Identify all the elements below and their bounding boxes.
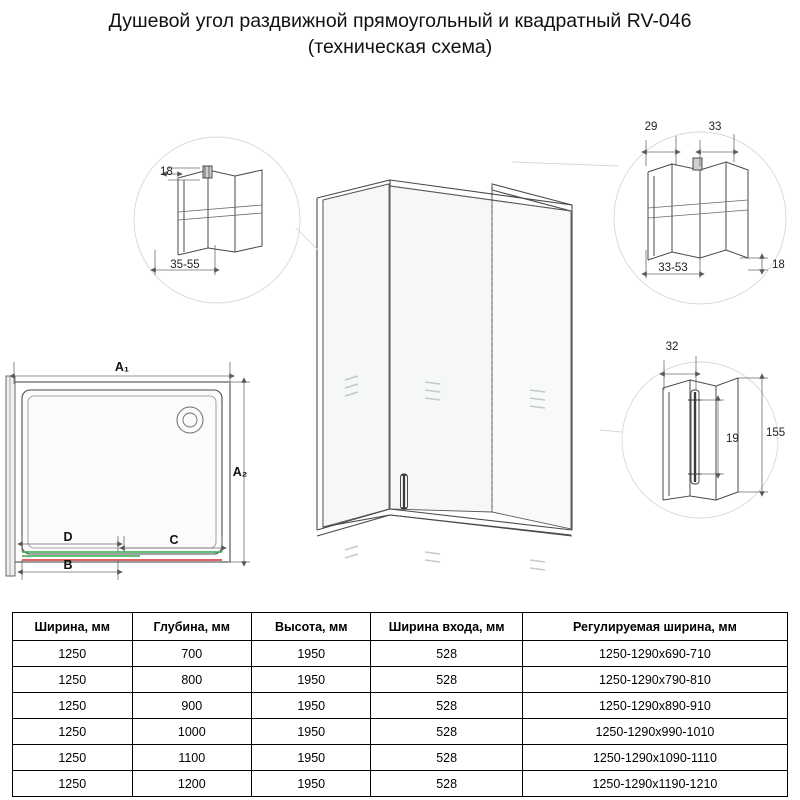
cell-adjustable: 1250-1290x1090-1110 [522, 745, 787, 771]
dim-155: 155 [766, 427, 786, 439]
header-depth: Глубина, мм [132, 613, 252, 641]
cell-depth: 1100 [132, 745, 252, 771]
dim-18-top-left: 18 [160, 166, 173, 178]
specifications-table [12, 612, 788, 797]
table-row [13, 641, 788, 667]
table-row [13, 745, 788, 771]
table-row [13, 719, 788, 745]
cell-height: 1950 [252, 693, 371, 719]
page-title-line1: Душевой угол раздвижной прямоугольный и квадратный RV-046 [108, 10, 692, 32]
table-header-row [13, 613, 788, 641]
dim-29: 29 [644, 121, 658, 133]
cell-depth: 800 [132, 667, 252, 693]
header-entrance-width: Ширина входа, мм [371, 613, 522, 641]
cell-height: 1950 [252, 771, 371, 797]
cell-entrance: 528 [371, 693, 522, 719]
dim-18-top-right: 18 [772, 259, 785, 271]
cell-adjustable: 1250-1290x1190-1210 [522, 771, 787, 797]
diagram-area [0, 100, 800, 605]
cell-height: 1950 [252, 745, 371, 771]
floor-plan-view [6, 360, 250, 580]
dim-b: B [63, 558, 73, 572]
dim-33-53: 33-53 [658, 262, 688, 274]
dim-a2: A₂ [232, 465, 248, 479]
page-title [0, 8, 800, 60]
cell-height: 1950 [252, 667, 371, 693]
cell-entrance: 528 [371, 771, 522, 797]
header-width: Ширина, мм [13, 613, 133, 641]
cell-height: 1950 [252, 719, 371, 745]
cell-depth: 900 [132, 693, 252, 719]
cell-width: 1250 [13, 745, 133, 771]
header-adjustable-width: Регулируемая ширина, мм [522, 613, 787, 641]
dim-19: 19 [726, 433, 739, 445]
cell-entrance: 528 [371, 719, 522, 745]
main-cabin-3d [317, 180, 572, 570]
cell-width: 1250 [13, 719, 133, 745]
cell-width: 1250 [13, 693, 133, 719]
cell-adjustable: 1250-1290x790-810 [522, 667, 787, 693]
cell-entrance: 528 [371, 745, 522, 771]
page-title-line2: (техническая схема) [307, 36, 493, 58]
cell-width: 1250 [13, 667, 133, 693]
dim-32: 32 [665, 341, 679, 353]
header-height: Высота, мм [252, 613, 371, 641]
cell-width: 1250 [13, 771, 133, 797]
detail-handle [600, 341, 785, 518]
cell-entrance: 528 [371, 667, 522, 693]
cell-adjustable: 1250-1290x890-910 [522, 693, 787, 719]
detail-top-left [134, 137, 318, 303]
cell-height: 1950 [252, 641, 371, 667]
cell-depth: 1000 [132, 719, 252, 745]
cell-depth: 700 [132, 641, 252, 667]
table-row [13, 693, 788, 719]
cell-entrance: 528 [371, 641, 522, 667]
cell-width: 1250 [13, 641, 133, 667]
dim-d: D [63, 530, 73, 544]
table-row [13, 667, 788, 693]
cell-adjustable: 1250-1290x990-1010 [522, 719, 787, 745]
cell-adjustable: 1250-1290x690-710 [522, 641, 787, 667]
dim-33: 33 [708, 121, 722, 133]
dim-a1: A₁ [114, 360, 130, 374]
table-row [13, 771, 788, 797]
dim-c: C [169, 533, 179, 547]
dim-35-55: 35-55 [170, 259, 200, 271]
cell-depth: 1200 [132, 771, 252, 797]
